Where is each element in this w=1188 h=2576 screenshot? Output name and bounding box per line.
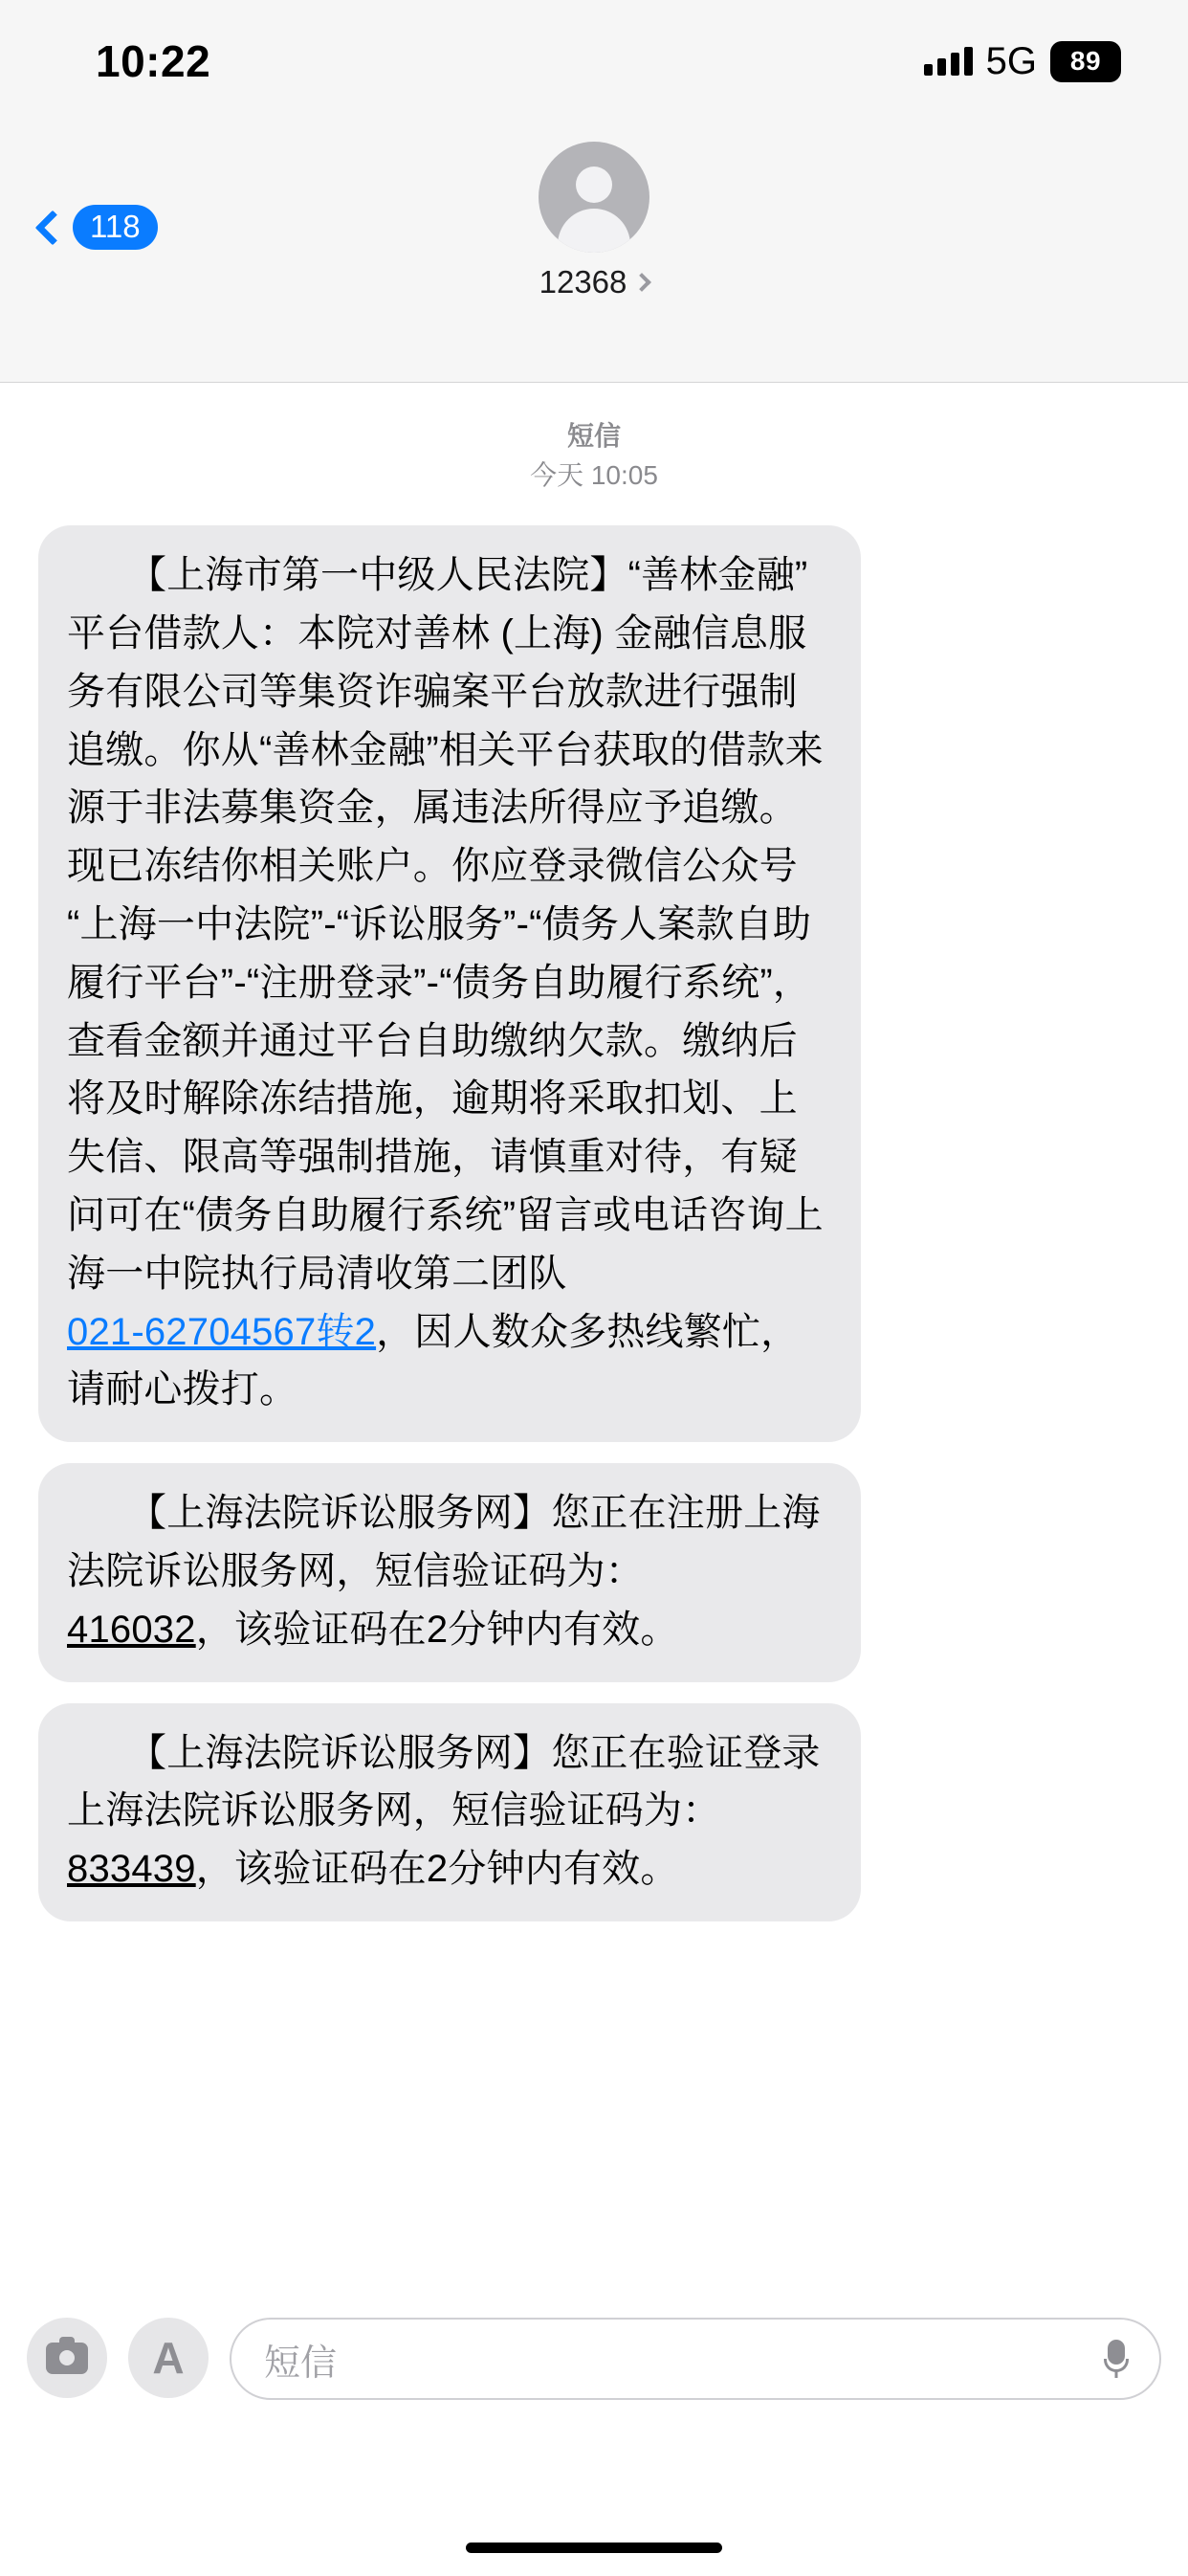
- message-bubble-3[interactable]: [38, 1703, 861, 1921]
- apps-button[interactable]: [128, 2318, 209, 2398]
- service-label: 短信: [566, 421, 621, 451]
- message-row: [0, 525, 1188, 1442]
- avatar: [539, 142, 649, 253]
- conversation-header: [0, 115, 1188, 383]
- battery-indicator: 89: [1050, 41, 1121, 82]
- thread-meta: [0, 417, 1188, 495]
- phone-number-link[interactable]: 021-62704567转2: [67, 1310, 377, 1353]
- unread-badge: 118: [73, 205, 158, 250]
- home-indicator: [466, 2543, 722, 2553]
- verification-code-3[interactable]: 833439: [67, 1848, 196, 1891]
- message-1-text-part1: 【上海市第一中级人民法院】“善林金融”平台借款人：本院对善林 (上海) 金融信息服务有限公司等集资诈骗案平台放款进行强制追缴。你从“善林金融”相关平台获取的借款来源于非法募集资金，属违法所得应予追缴。现已冻结你相关账户。你应登录微信公众号“上海一中法院”-“诉讼服务”-“债务人案款自助履行平台”-“注册登录”-“债务自助履行系统”，查看金额并通过平台自助缴纳欠款。缴纳后将及时解除冻结措施，逾期将采取扣划、上失信、限高等强制措施，请慎重对待，有疑问可在“债务自助履行系统”留言或电话咨询上海一中院执行局清收第二团队: [67, 554, 824, 1295]
- composer-bar: [0, 2289, 1188, 2576]
- message-input-placeholder: 短信: [264, 2343, 338, 2384]
- back-button[interactable]: [40, 205, 158, 250]
- message-thread[interactable]: [0, 383, 1188, 2289]
- verification-code-2[interactable]: 416032: [67, 1608, 196, 1651]
- message-row: [0, 1463, 1188, 1681]
- contact-name: 12368: [539, 264, 627, 300]
- message-bubble-2[interactable]: [38, 1463, 861, 1681]
- message-3-text-part2: ，该验证码在2分钟内有效。: [195, 1848, 679, 1891]
- thread-timestamp: 今天 10:05: [530, 459, 658, 490]
- signal-bars-icon: [924, 47, 973, 76]
- contact-name-row[interactable]: [539, 264, 649, 300]
- chevron-right-icon: [632, 273, 651, 292]
- status-time: 10:22: [96, 36, 211, 86]
- network-type-label: 5G: [985, 39, 1037, 82]
- camera-icon: [46, 2343, 88, 2374]
- status-bar: [0, 0, 1188, 115]
- status-indicators: [924, 40, 1121, 83]
- chevron-left-icon: [35, 210, 71, 245]
- microphone-icon[interactable]: [1104, 2340, 1129, 2378]
- message-bubble-1[interactable]: [38, 525, 861, 1442]
- camera-button[interactable]: [27, 2318, 107, 2398]
- message-3-text-part1: 【上海法院诉讼服务网】您正在验证登录上海法院诉讼服务网，短信验证码为：: [67, 1731, 821, 1832]
- message-2-text-part2: ，该验证码在2分钟内有效。: [195, 1608, 679, 1651]
- message-row: [0, 1703, 1188, 1921]
- message-2-text-part1: 【上海法院诉讼服务网】您正在注册上海法院诉讼服务网，短信验证码为：: [67, 1492, 821, 1592]
- contact-info-button[interactable]: [539, 142, 649, 300]
- app-store-icon: A: [152, 2333, 185, 2383]
- message-1-text-part2: ，因人数众多热线繁忙，请耐心拨打。: [67, 1310, 800, 1411]
- message-input[interactable]: [230, 2318, 1161, 2400]
